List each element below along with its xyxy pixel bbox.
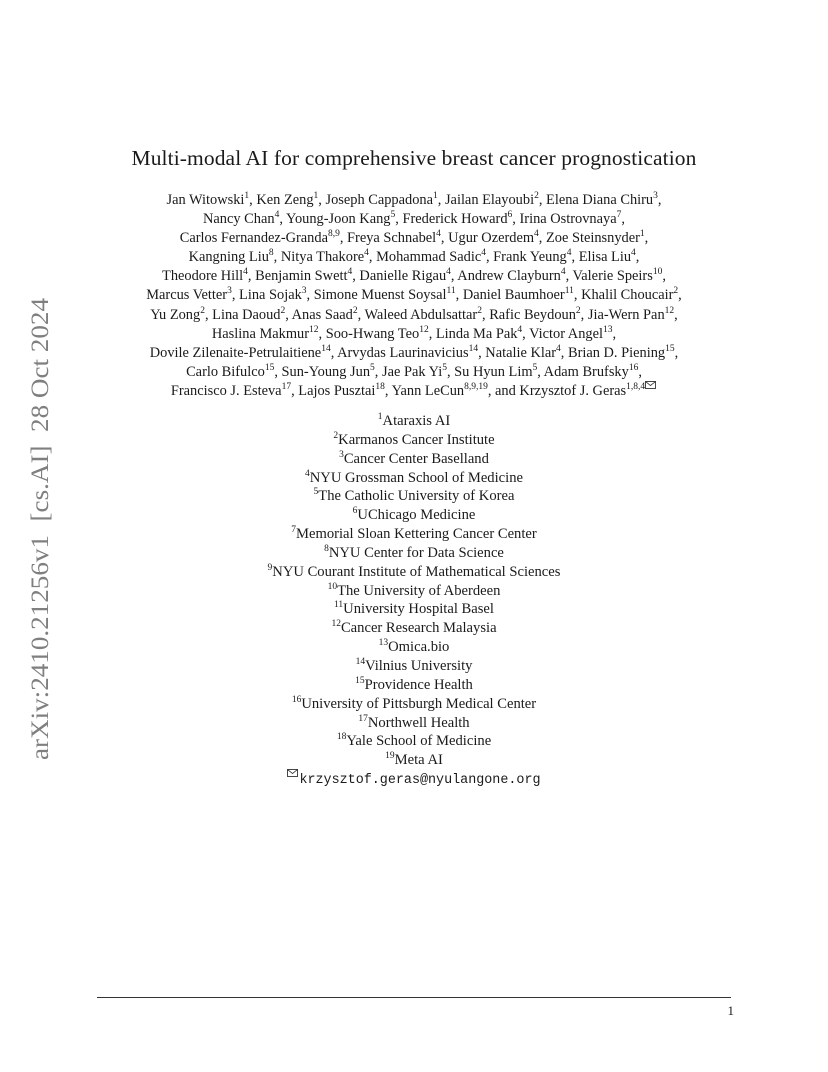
author-entry: [546, 192, 661, 208]
author-line: [90, 248, 738, 267]
author-affiliation-marker: 5: [532, 362, 538, 373]
author-entry: [365, 307, 490, 323]
author-separator: ,: [455, 287, 463, 304]
author-entry: [489, 307, 588, 323]
author-affiliation-marker: 2: [534, 191, 539, 201]
affiliation-item: [0, 487, 828, 506]
author-affiliation-marker: 4: [517, 324, 523, 335]
author-name: Krzysztof J. Geras: [519, 382, 627, 399]
author-affiliation-marker: 5: [442, 362, 447, 373]
author-entry: [382, 364, 454, 380]
author-affiliation-marker: 4: [243, 267, 248, 278]
author-entry: [162, 268, 255, 284]
author-line: [90, 267, 738, 286]
author-name: Khalil Choucair: [581, 287, 674, 304]
author-entry: [581, 287, 682, 303]
affiliation-number: 5: [313, 487, 319, 498]
affiliation-item: [0, 582, 828, 601]
author-name: Nancy Chan: [203, 211, 275, 228]
author-name: Frederick Howard: [402, 211, 508, 228]
author-separator: , and: [487, 382, 520, 399]
affiliation-number: 2: [333, 430, 339, 441]
author-entry: [298, 383, 391, 399]
author-affiliation-marker: 4: [446, 267, 451, 278]
author-affiliation-marker: 12: [664, 305, 675, 316]
author-affiliation-marker: 2: [575, 305, 581, 316]
author-separator: ,: [674, 306, 678, 323]
affiliation-item: [0, 506, 828, 525]
author-affiliation-marker: 13: [602, 324, 613, 335]
author-affiliation-marker: 10: [652, 267, 663, 278]
footer-rule: [97, 997, 731, 998]
author-name: Yann LeCun: [391, 382, 465, 399]
author-affiliation-marker: 16: [628, 362, 639, 373]
author-separator: ,: [357, 306, 365, 323]
author-entry: [402, 211, 519, 227]
affiliation-number: 9: [267, 562, 273, 573]
affiliation-name: NYU Center for Data Science: [328, 544, 504, 561]
author-separator: ,: [374, 363, 382, 380]
author-separator: ,: [352, 268, 360, 285]
affiliation-number: 7: [291, 525, 297, 536]
affiliation-number: 6: [352, 506, 358, 517]
author-affiliation-marker: 7: [616, 210, 622, 221]
author-separator: ,: [249, 192, 257, 208]
author-entry: [146, 287, 239, 303]
author-name: Joseph Cappadona: [325, 192, 433, 208]
paper-title: Multi-modal AI for comprehensive breast cancer prognostication: [131, 146, 697, 170]
author-separator: ,: [204, 306, 213, 323]
author-separator: ,: [285, 306, 292, 323]
affiliation-name: UChicago Medicine: [357, 507, 476, 524]
author-name: Soo-Hwang Teo: [325, 325, 420, 342]
author-name: Jailan Elayoubi: [444, 192, 535, 208]
author-entry: [292, 307, 365, 323]
author-entry: [150, 307, 212, 323]
author-line: [90, 306, 738, 325]
affiliation-number: 12: [331, 619, 341, 630]
author-entry: [186, 364, 281, 380]
affiliation-item: [0, 751, 828, 770]
author-separator: ,: [231, 287, 240, 304]
author-entry: [256, 192, 325, 208]
author-affiliation-marker: 2: [352, 305, 358, 316]
author-separator: ,: [318, 325, 326, 342]
affiliation-item: [0, 525, 828, 544]
author-affiliation-marker: 8,9: [327, 229, 340, 240]
author-line: [90, 363, 738, 382]
author-affiliation-marker: 4: [534, 229, 539, 240]
author-affiliation-marker: 8: [268, 248, 274, 259]
author-entry: [255, 268, 359, 284]
affiliation-item: [0, 695, 828, 714]
author-entry: [568, 345, 678, 361]
author-name: Lajos Pusztai: [298, 382, 376, 399]
author-separator: ,: [440, 230, 449, 247]
author-separator: ,: [291, 382, 299, 399]
author-line: [90, 344, 738, 363]
author-name: Nitya Thakore: [280, 249, 365, 266]
author-name: Benjamin Swett: [255, 268, 348, 285]
author-name: Carlos Fernandez-Granda: [179, 230, 328, 247]
affiliation-item: [0, 619, 828, 638]
author-name: Lina Sojak: [239, 287, 302, 304]
affiliation-item: [0, 638, 828, 657]
affiliation-name: Vilnius University: [365, 657, 473, 674]
affiliation-item: [0, 412, 828, 431]
affiliation-number: 13: [378, 638, 389, 649]
author-entry: [448, 230, 546, 246]
author-name: Dovile Zilenaite-Petrulaitiene: [149, 344, 322, 361]
author-name: Lina Daoud: [212, 306, 281, 323]
author-separator: ,: [678, 287, 682, 304]
affiliation-item: [0, 431, 828, 450]
author-entry: [529, 326, 616, 342]
author-separator: ,: [485, 249, 494, 266]
affiliation-number: 15: [355, 675, 365, 686]
author-entry: [493, 249, 579, 265]
author-affiliation-marker: 4: [560, 267, 566, 278]
author-separator: ,: [538, 192, 547, 208]
affiliation-name: University Hospital Basel: [343, 601, 494, 618]
author-entry: [485, 345, 568, 361]
affiliation-name: The University of Aberdeen: [337, 582, 501, 599]
author-separator: ,: [330, 344, 338, 361]
affiliation-item: [0, 600, 828, 619]
author-name: Adam Brufsky: [543, 363, 629, 380]
affiliation-name: University of Pittsburgh Medical Center: [301, 695, 537, 712]
author-name: Victor Angel: [529, 325, 603, 342]
author-name: Ugur Ozerdem: [448, 230, 535, 247]
author-separator: ,: [638, 363, 642, 380]
affiliation-list: [0, 412, 828, 791]
author-separator: ,: [247, 268, 256, 285]
author-entry: [326, 326, 436, 342]
author-separator: ,: [306, 287, 314, 304]
affiliation-item: [0, 732, 828, 751]
author-entry: [171, 383, 298, 399]
author-separator: ,: [368, 249, 377, 266]
author-affiliation-marker: 15: [264, 362, 275, 373]
author-affiliation-marker: 15: [665, 343, 675, 354]
author-affiliation-marker: 12: [419, 324, 429, 335]
author-affiliation-marker: 1: [433, 191, 438, 201]
author-separator: ,: [635, 249, 640, 266]
affiliation-name: Karmanos Cancer Institute: [338, 431, 495, 448]
author-affiliation-marker: 4: [566, 248, 572, 259]
author-separator: ,: [437, 192, 445, 208]
author-entry: [212, 307, 292, 323]
author-affiliation-marker: 11: [564, 286, 574, 297]
author-affiliation-marker: 2: [200, 305, 205, 316]
author-entry: [457, 268, 572, 284]
author-entry: [359, 268, 457, 284]
affiliation-name: Cancer Research Malaysia: [340, 620, 497, 637]
author-name: Carlo Bifulco: [186, 363, 265, 380]
affiliation-name: Northwell Health: [367, 714, 470, 731]
affiliation-name: Meta AI: [394, 752, 443, 769]
author-affiliation-marker: 18: [375, 381, 385, 392]
author-entry: [463, 287, 581, 303]
affiliation-number: 16: [291, 694, 302, 705]
author-affiliation-marker: 1: [313, 191, 319, 201]
affiliation-number: 3: [339, 449, 344, 460]
author-affiliation-marker: 17: [281, 381, 292, 392]
author-name: Waleed Abdulsattar: [364, 306, 478, 323]
affiliation-item: [0, 469, 828, 488]
author-entry: [579, 249, 640, 265]
affiliation-item: [0, 544, 828, 563]
author-separator: ,: [428, 325, 436, 342]
author-affiliation-marker: 2: [673, 286, 679, 297]
affiliation-name: Memorial Sloan Kettering Cancer Center: [296, 526, 537, 543]
author-separator: ,: [522, 325, 530, 342]
author-entry: [588, 307, 678, 323]
author-entry: [376, 249, 493, 265]
author-affiliation-marker: 12: [309, 324, 319, 335]
author-name: Su Hyun Lim: [454, 363, 533, 380]
author-affiliation-marker: 4: [364, 248, 369, 259]
author-entry: [392, 383, 520, 399]
author-line: [90, 325, 738, 344]
author-entry: [544, 364, 642, 380]
author-entry: [203, 211, 286, 227]
author-name: Mohammad Sadic: [376, 249, 482, 266]
author-affiliation-marker: 14: [468, 343, 479, 354]
author-name: Linda Ma Pak: [435, 325, 518, 342]
affiliation-name: Yale School of Medicine: [346, 733, 492, 750]
author-line: [90, 286, 738, 305]
author-name: Irina Ostrovnaya: [519, 211, 617, 228]
affiliation-number: 17: [358, 713, 368, 724]
author-affiliation-marker: 5: [390, 210, 396, 221]
affiliation-number: 4: [305, 468, 310, 479]
author-name: Sun-Young Jun: [281, 363, 371, 380]
author-affiliation-marker: 8,9,19: [464, 381, 488, 392]
author-separator: ,: [274, 363, 282, 380]
author-affiliation-marker: 4: [481, 248, 486, 259]
author-entry: [325, 192, 444, 208]
author-affiliation-marker: 11: [446, 286, 456, 297]
author-affiliation-marker: 3: [301, 286, 307, 297]
author-entry: [519, 383, 657, 399]
author-name: Danielle Rigau: [359, 268, 447, 285]
author-name: Theodore Hill: [162, 268, 244, 285]
envelope-icon: [287, 769, 298, 777]
author-separator: ,: [478, 344, 486, 361]
author-separator: ,: [279, 211, 286, 228]
author-affiliation-marker: 2: [280, 305, 286, 316]
author-separator: ,: [512, 211, 520, 228]
affiliation-number: 10: [327, 581, 338, 592]
author-name: Freya Schnabel: [347, 230, 437, 247]
affiliation-name: The Catholic University of Korea: [318, 488, 515, 505]
author-separator: ,: [573, 287, 582, 304]
affiliation-number: 18: [336, 732, 347, 743]
affiliation-name: Omica.bio: [388, 639, 450, 656]
author-entry: [150, 345, 337, 361]
author-affiliation-marker: 4: [347, 267, 353, 278]
author-name: Arvydas Laurinavicius: [337, 344, 469, 361]
author-entry: [286, 211, 402, 227]
author-entry: [436, 326, 529, 342]
affiliation-name: NYU Courant Institute of Mathematical Sciences: [272, 563, 561, 580]
author-list: [90, 191, 738, 401]
author-name: Jan Witowski: [166, 192, 245, 208]
author-separator: ,: [612, 325, 617, 342]
author-entry: [573, 268, 666, 284]
author-affiliation-marker: [626, 382, 645, 392]
author-affiliation-marker: 14: [321, 343, 331, 354]
author-separator: ,: [446, 363, 455, 380]
author-entry: [167, 192, 257, 208]
author-separator: ,: [580, 306, 588, 323]
affiliation-item: [0, 450, 828, 469]
author-line: [90, 191, 738, 210]
author-name: Natalie Klar: [485, 344, 557, 361]
affiliation-number: 11: [334, 600, 344, 611]
affiliation-name: Cancer Center Baselland: [343, 450, 489, 467]
author-separator: ,: [621, 211, 625, 228]
author-name: Zoe Steinsnyder: [546, 230, 640, 247]
envelope-icon: [645, 381, 656, 389]
author-name: Yu Zong: [150, 306, 201, 323]
author-name: Daniel Baumhoer: [462, 287, 565, 304]
author-entry: [180, 230, 347, 246]
author-affiliation-marker: 4: [274, 210, 280, 221]
correspondence-email-row: [0, 770, 828, 791]
affiliation-name: NYU Grossman School of Medicine: [309, 469, 523, 486]
author-separator: ,: [537, 363, 544, 380]
author-name: Kangning Liu: [188, 249, 269, 266]
author-line: [90, 210, 738, 229]
author-separator: ,: [538, 230, 546, 247]
author-name: Francisco J. Esteva: [170, 382, 282, 399]
arxiv-identifier: arXiv:2410.21256v1 [cs.AI] 28 Oct 2024: [26, 327, 54, 760]
author-separator: ,: [450, 268, 458, 285]
author-separator: ,: [662, 268, 666, 285]
author-affiliation-marker: 5: [370, 362, 375, 373]
author-name: Young-Joon Kang: [286, 211, 391, 228]
author-name: Haslina Makmur: [211, 325, 310, 342]
affiliation-number: 8: [324, 543, 329, 554]
author-affiliation-marker: 4: [436, 229, 441, 240]
author-entry: [519, 211, 624, 227]
author-separator: ,: [560, 344, 568, 361]
affiliation-item: [0, 657, 828, 676]
author-entry: [239, 287, 314, 303]
affiliation-number: 1: [377, 412, 383, 422]
author-affiliation-marker: 1: [244, 191, 250, 201]
author-entry: [546, 230, 648, 246]
affiliation-name: Providence Health: [364, 676, 473, 693]
author-separator: ,: [395, 211, 403, 228]
author-separator: ,: [674, 344, 679, 361]
author-separator: ,: [571, 249, 579, 266]
author-entry: [314, 287, 463, 303]
author-name: Frank Yeung: [493, 249, 567, 266]
author-line: [90, 382, 738, 401]
author-separator: ,: [481, 306, 490, 323]
author-entry: [281, 249, 376, 265]
affiliation-number: 19: [385, 751, 395, 762]
author-name: Elisa Liu: [578, 249, 632, 266]
affiliation-number: 1,8,4: [626, 381, 646, 392]
author-name: Anas Saad: [291, 306, 353, 323]
author-separator: ,: [339, 230, 348, 247]
author-separator: ,: [644, 230, 649, 247]
affiliation-name: Ataraxis AI: [382, 413, 451, 429]
author-affiliation-marker: 1: [639, 229, 645, 240]
author-affiliation-marker: 4: [556, 343, 561, 354]
author-separator: ,: [657, 192, 662, 208]
author-line: [90, 229, 738, 248]
author-name: Elena Diana Chiru: [546, 192, 654, 208]
author-affiliation-marker: 3: [653, 191, 658, 201]
author-entry: [189, 249, 281, 265]
author-affiliation-marker: 6: [507, 210, 513, 221]
author-separator: ,: [318, 192, 326, 208]
author-name: Ken Zeng: [256, 192, 314, 208]
correspondence-email[interactable]: krzysztof.geras@nyulangone.org: [299, 773, 541, 789]
author-affiliation-marker: 4: [631, 248, 636, 259]
author-name: Marcus Vetter: [146, 287, 228, 304]
author-entry: [454, 364, 544, 380]
author-name: Valerie Speirs: [572, 268, 653, 285]
author-separator: ,: [273, 249, 281, 266]
affiliation-item: [0, 676, 828, 695]
author-name: Andrew Clayburn: [457, 268, 561, 285]
affiliation-number: 14: [355, 656, 366, 667]
author-entry: [282, 364, 382, 380]
author-entry: [337, 345, 485, 361]
author-name: Simone Muenst Soysal: [313, 287, 447, 304]
author-separator: ,: [565, 268, 573, 285]
author-affiliation-marker: 3: [227, 286, 232, 297]
affiliation-item: [0, 563, 828, 582]
author-name: Jae Pak Yi: [381, 363, 443, 380]
author-entry: [212, 326, 326, 342]
author-separator: ,: [384, 382, 392, 399]
author-entry: [347, 230, 448, 246]
author-affiliation-marker: 2: [477, 305, 482, 316]
affiliation-item: [0, 714, 828, 733]
author-entry: [445, 192, 546, 208]
author-name: Jia-Wern Pan: [587, 306, 665, 323]
author-name: Rafic Beydoun: [489, 306, 576, 323]
author-name: Brian D. Piening: [567, 344, 666, 361]
page-number: 1: [727, 1003, 734, 1018]
